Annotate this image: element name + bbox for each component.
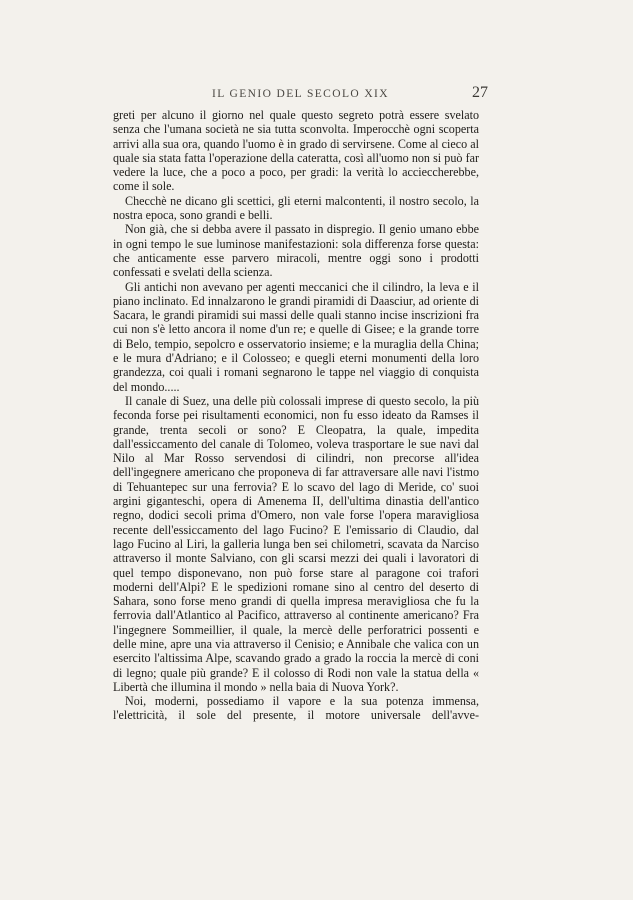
paragraph-secolo: Checchè ne dicano gli scettici, gli eterni malcontenti, il nostro secolo, la nostra epoca, sono grandi e belli. xyxy=(113,193,479,223)
paragraph-moderni: Noi, moderni, possediamo il vapore e la sua potenza immensa, l'elettricità, il sole del presente, il motore universale dell'avve- xyxy=(113,694,479,723)
paragraph-antichi: Gli antichi non avevano per agenti meccanici che il cilindro, la leva e il piano inclinato. Ed innalzarono le grandi piramidi di Daasciur, ad oriente di Sacara, le grandi piramidi sui massi delle quali stanno incise inscrizioni fra cui non s'è letto ancora il nome d'un re; e quelle di Gisee; e la grande torre di Belo, tempio, sepolcro e osservatorio insieme; e la muraglia della China; e le mura d'Adriano; e il Colosseo; e quegli eterni monumenti della loro grandezza, coi quali i romani segnarono le tappe nel viaggio di conquista del mondo..... xyxy=(113,279,479,394)
paragraph-genio-umano: Non già, che si debba avere il passato in dispregio. Il genio umano ebbe in ogni tempo le sue luminose manifestazioni: sola differenza forse questa: che anticamente esse parvero miracoli, mentre oggi sono i prodotti confessati e svelati della scienza. xyxy=(113,222,479,280)
paragraph-continuation: greti per alcuno il giorno nel quale questo segreto potrà essere svelato senza che l'umana società ne sia tutta sconvolta. Imperocchè ogni scoperta arrivi alla sua ora, quando l'uomo è in grado di servirsene. Come al cieco al quale sia stata fatta l'operazione della cateratta, così all'uomo non si può far vedere la luce, che a poco a poco, per gradi: la verità lo accieccherebbe, come il sole. xyxy=(113,108,479,194)
paragraph-canale-suez: Il canale di Suez, una delle più colossali imprese di questo secolo, la più feconda forse pei risultamenti economici, non fu esso ideato da Ramses il grande, trenta secoli or sono? E Cleopatra, la quale, impedita dall'essiccamento del canale di Tolomeo, voleva trasportare le sue navi dal Nilo al Mar Rosso servendosi di cilindri, non precorse all'idea dell'ingegnere americano che proponeva di far attraversare alle navi l'istmo di Tehuantepec sur una ferrovia? E lo scavo del lago di Meride, co' suoi argini giganteschi, opera di Amenema II, dell'ultima dinastia dell'antico regno, dodici secoli prima d'Omero, non vale forse l'opera maravigliosa recente dell'essiccamento del lago Fucino? E l'emissario di Claudio, dal lago Fucino al Liri, la galleria lunga ben sei chilometri, scavata da Narciso attraverso il monte Salviano, con gli scarsi mezzi dei quali i lavoratori di quel tempo disponevano, non può forse stare al paragone coi trafori moderni dell'Alpi? E le spedizioni romane sino al centro del deserto di Sahara, sono forse meno grandi di quella impresa meravigliosa che fu la ferrovia dall'Atlantico al Pacifico, attraverso al continente americano? Fra l'ingegnere Sommeillier, il quale, la mercè delle perforatrici possenti e delle mine, apre una via attraverso il Cenisio; e Annibale che valica con un esercito l'altissima Alpe, scavando grado a grado la roccia la mercè di coni di legno; quale più grande? E il colosso di Rodi non vale la statua della « Libertà che illumina il mondo » nella baia di Nuova York?. xyxy=(113,393,479,694)
page-number: 27 xyxy=(472,84,488,101)
page-header xyxy=(117,86,488,102)
running-title: IL GENIO DEL SECOLO XIX xyxy=(212,88,389,100)
page-body-text xyxy=(113,108,479,768)
